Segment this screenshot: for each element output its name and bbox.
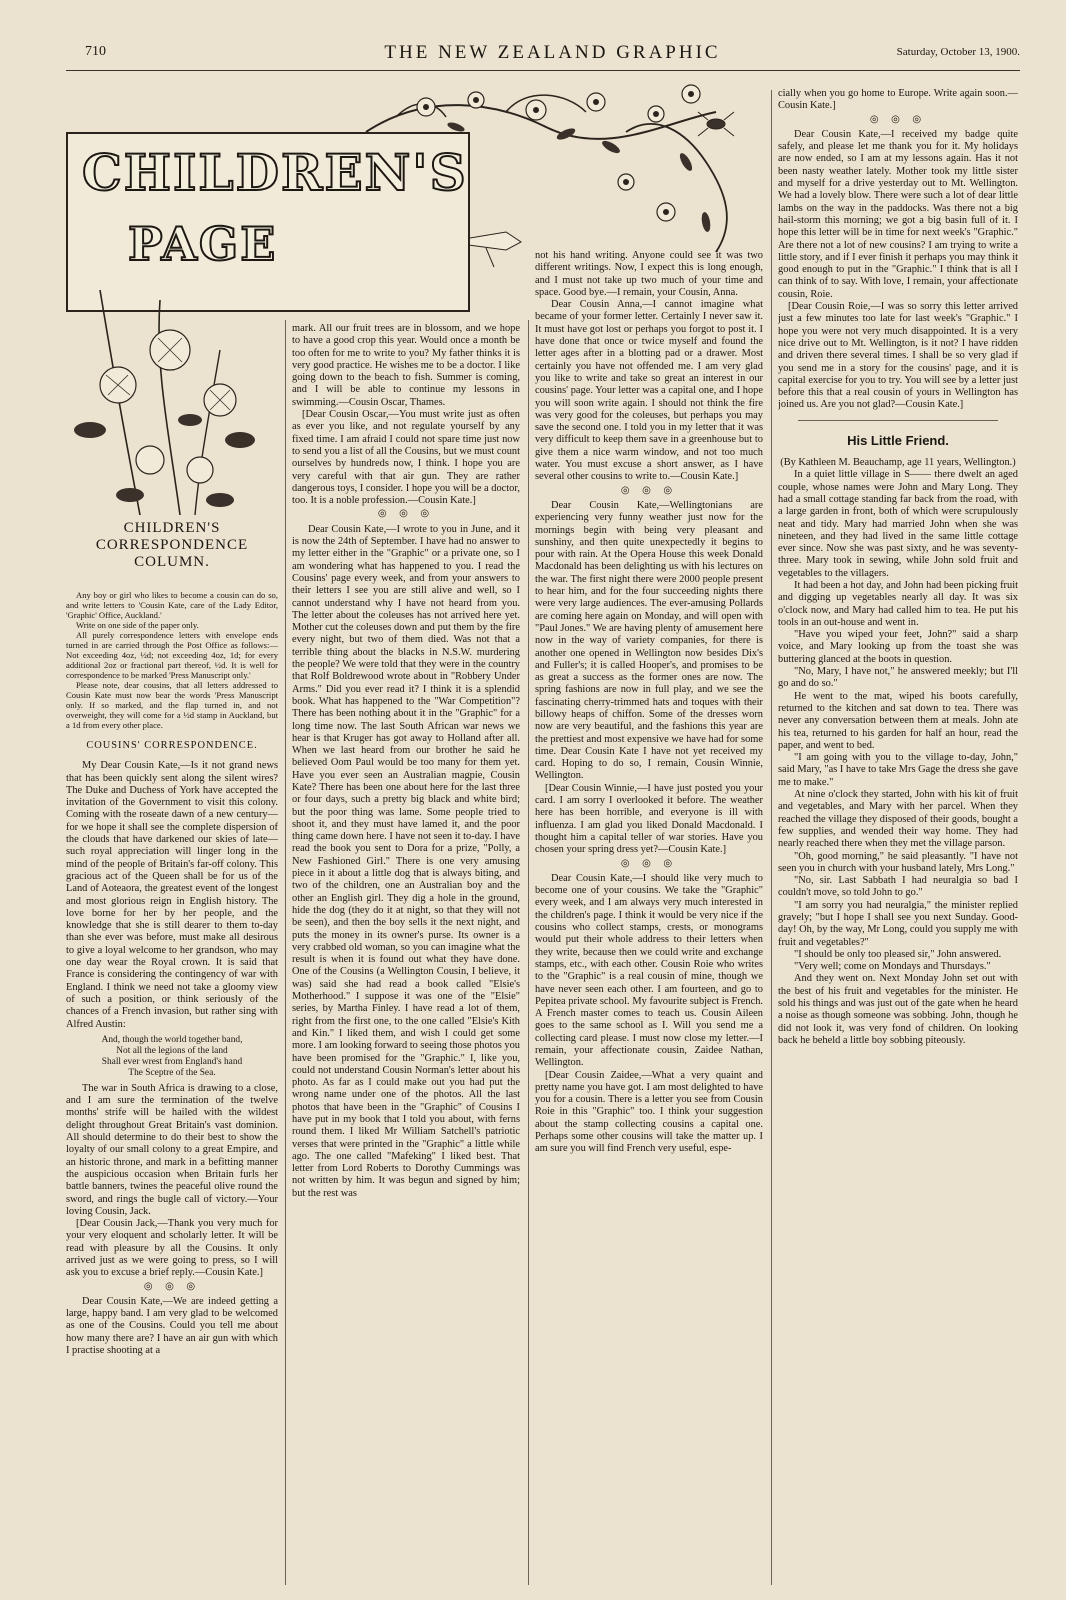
- story-paragraph: "No, Mary, I have not," he answered meekly; but I'll go and do so.": [778, 666, 1018, 690]
- story-paragraph: In a quiet little village in S—— there dwelt an aged couple, whose names were John and Mary Long. They had a small cottage standing far back from the road, with a large garden in front, both of which were scrupulously neat and tidy. Mary had married John when she was nineteen, and they had lived in the same little cottage ever since. Now she was past sixty, and he was seventy-three. Mary took in sewing, while John sold fruit and vegetables to the villagers.: [778, 469, 1018, 579]
- header-rule: [66, 70, 1020, 71]
- rules-paragraph: All purely correspondence letters with envelope ends turned in are carried through the Post Office as follows:—Not exceeding 4oz, ½d; not exceeding 4oz, 1d; for every additional 2oz or fractional part thereof, ½d. It is well for correspondence to be marked 'Press Manuscript only.': [66, 630, 278, 680]
- story-paragraph: "I should be only too pleased sir," John answered.: [794, 948, 1002, 960]
- column-divider: [771, 90, 772, 1585]
- banner-title-line1: CHILDREN'S: [82, 143, 468, 202]
- cousins-correspondence-heading: COUSINS' CORRESPONDENCE.: [86, 740, 258, 751]
- letter-paragraph: mark. All our fruit trees are in blossom, and we hope to have a good crop this year. Would once a month be too often for me to write to you? My father thinks it is very good practice. He wishes me to be a doctor. I like going down to the beach to fish. Summer is coming, and I will be able to continue my lessons in swimming.—Cousin Oscar, Thames.: [292, 323, 520, 408]
- column-2: [292, 323, 520, 1585]
- letter-paragraph: Dear Cousin Anna,—I cannot imagine what became of your former letter. Certainly I never saw it. It must have got lost or perhaps you forgot to post it. I have done that once or twice myself and found the letter ages after in a blotting pad or a drawer. Most certainly you have not offended me. I am very glad you like to write and take so great an interest in our cousins' page. Your letter was a capital one, and I hope you will soon write again. I should not think the fire was very good for the coleuses, but perhaps you may save the second one. I told you in my letter that it was very difficult to keep them save in a greenhouse but to give them a nice warm window, and not too much water. You must excuse a short answer, as I have several other cousins to write to.—Cousin Kate.]: [535, 299, 763, 483]
- letter-paragraph: not his hand writing. Anyone could see it was two different writings. Now, I expect this is long enough, and I must not take up two much of your time and space. Good bye.—I remain, your Cousin, Anna.: [535, 250, 763, 298]
- story-paragraph: And they went on. Next Monday John set out with the best of his fruit and vegetables for the minister. He sold his things and was just out of the gate when he heard a noise as though someone was sobbing. John, though he did not look it, was very fond of children. On looking back he beheld a little boy sobbing piteously.: [778, 973, 1018, 1046]
- story-paragraph: At nine o'clock they started, John with his kit of fruit and vegetables, and Mary with her parcel. When they reached the village they disposed of their goods, bought a few supplies, and wended their way home. They had nearly reached there when they met the village parson.: [778, 789, 1018, 850]
- reply-paragraph: [Dear Cousin Winnie,—I have just posted you your card. I am sorry I overlooked it before. The weather here has been horrible, and everyone is ill with influenza. I am glad you liked Donald Macdonald. I thought him a capital teller of war stories. Have you chosen your spring dress yet?—Cousin Kate.]: [535, 782, 763, 856]
- story-byline: (By Kathleen M. Beauchamp, age 11 years, Wellington.): [780, 457, 1016, 469]
- letter-paragraph: My Dear Cousin Kate,—Is it not grand news that has been quickly sent along the silent wires? The Duke and Duchess of York have accepted the invitation of the Government to visit this colony. Coming with the roseate dawn of a new century—for we hope it shall see the complete dispersion of the clouds that have darkened our skies of late—such royal appreciation will linger long in the mind of the people of Britain's far-off colony. This gracious act of the Queen shall be for us of the Land of Aoteaora, the greatest event of the longest and most glorious reign in English history. The love borne for her by her people, and the knowledge that she is still dearer to them to-day than she ever was before, must make all desirous to give a loyal welcome to her grandson, who may one day wear the Royal crown. It is said that France is considering the contingency of war with England. I think we need not take a gloomy view of such a position, or think seriously of the chances of a French invasion, but rather sing with Alfred Austin:: [66, 760, 278, 1030]
- correspondence-column-heading: [66, 520, 278, 571]
- reply-paragraph: [Dear Cousin Roie,—I was so sorry this letter arrived just a few minutes too late for last week's "Graphic." I hope you were not very much disappointed. It is a very nice drive out to Mt. Wellington, is it not? I have ridden and driven there several times. I shall be so very glad if you send me in a story for the cousins' page, and it is capital exercise for you to try. You will see by a letter just before this that a real cousin of yours in Wellington has joined us. Are you not glad?—Cousin Kate.]: [778, 301, 1018, 411]
- reply-paragraph: [Dear Cousin Zaidee,—What a very quaint and pretty name you have got. I am most delighted to have you for a cousin. There is a letter you see from Cousin Roie in this "Graphic" too. I think your suggestion about the stamp collecting cousins a capital one. Perhaps some other cousins will take the matter up. I am sure you will find French very useful, espe-: [535, 1069, 763, 1155]
- banner-title-line2: PAGE: [128, 217, 278, 271]
- column-1: [66, 590, 278, 1585]
- section-rule: [798, 420, 998, 421]
- story-paragraph: "Oh, good morning," he said pleasantly. "I have not seen you in church with your husband lately, Mrs Long.": [778, 850, 1018, 874]
- column-3: [535, 250, 763, 1585]
- page-number: 710: [85, 44, 106, 59]
- page-header: [85, 44, 1020, 66]
- section-ornament: ◎ ◎ ◎: [869, 113, 927, 125]
- letter-paragraph: Dear Cousin Kate,—Wellingtonians are experiencing very funny weather just now for the mornings begin with being very pleasant and sunshiny, and then quite unexpectedly it begins to pour with rain. At the Opera House this week Donald Macdonald has been delighting us with his lectures on the war. The first night there were 2000 people present to hear him, and for the four succeeding nights there were very large audiences. The ever-amusing Pollards are coming here again on Monday, and will open with "Paul Jones." We are having plenty of amusement here now in the way of variety companies, for there is another one opened in Wellington now besides Dix's and Fuller's; it is called Hooper's, and promises to be as great a success as the former ones are now. The spring fashions are now in full play, and we see the fascinating cherry-trimmed hats and toques with their billowy heaps of chiffon. Some of the dresses worn now are very beautiful, and the fashions this year are the prettiest and most expensive we have had for some time. Dear Cousin Kate I have not yet received my card. Hoping to do so, I remain, Cousin Winnie, Wellington.: [535, 499, 763, 782]
- section-ornament: ◎ ◎ ◎: [620, 857, 678, 869]
- story-title: His Little Friend.: [847, 432, 949, 448]
- section-ornament: ◎ ◎ ◎: [377, 508, 435, 520]
- letter-paragraph: Dear Cousin Kate,—I wrote to you in June, and it is now the 24th of September. I have had no answer to my letter either in the "Graphic" or a private one, so I am wondering what has happened to you. I read the Cousins' page every week, and from your answers to their letters I see you are still alive and well, so I cannot understand why I have not heard from you. The letter about the coleuses has not arrived here yet. Mother cut the coleuses down and put them by the fire every night, but two of them died. Was not that a terrible thing about the blacks in N.S.W. murdering the people? We were told that they were in the country that Rolf Boldrewood wrote about in "Robbery Under Arms." Did you ever read it? I think it is a splendid book. What has happened to the "War Competition"? There has been nothing about it in the "Graphic" for a long time now. The last South African war news we hear is that Kruger has got away to Holland after all. When we last heard from our brother he said he believed Oom Paul would be too many for them yet. Have you ever seen an Australian magpie, Cousin Kate? There has been one about here for the last three or four days, such a pretty big black and white bird; but the poor thing was lame. Some people tried to shoot it, and they must have lamed it, and the poor thing came down here. I have not seen it to-day. I have read the book you sent to Dora for a prize, "Polly, a New Fashioned Girl." There is one very amusing piece in it about a little dog that is always biting, and two of the children, one an Australian boy and the other an English girl. They dig a hole in the ground, hide the dog (they do it at night, so that they will not be seen), and then the boy sells it the next night, and puts the money in its owner's purse. Its owner is a very crabbed old woman, so you can imagine what the result is when it is found out what they have done. One of the Cousins (a Wellington Cousin, I believe, it was) said she had read a book called "Elsie's Motherhood." I suppose it was one of the "Elsie" series, by Martha Finley. I have read a lot of them, right from the first one, to the one called "Elsie's Kith and Kin." I liked them, and wish I could get some more. I am looking forward to seeing those photos you have been promised for the "Graphic." I, like you, could not understand Cousin Norman's letter about his photo. As far as I could make out you had put the wrong name under one of the photos. All the last photos that have been in the "Graphic" of Cousins I have put in my book that I told you about, with ferns round them. I liked Mr William Satchell's patriotic verses that were printed in the "Graphic" a little while ago. The one called "Mafeking" I liked best. That letter from Lord Roberts to Dorothy Cummings was not written by him. It was begun and signed by him; but the rest was: [292, 523, 520, 1199]
- letter-paragraph: Dear Cousin Kate,—We are indeed getting a large, happy band. I am very glad to be welcomed as one of the Cousins. Could you tell me about how many there are? I have an air gun with which I practise shooting at a: [66, 1295, 278, 1357]
- clover-flowers-illustration: [70, 290, 270, 520]
- column-4: [778, 88, 1018, 1585]
- section-ornament: ◎ ◎ ◎: [620, 484, 678, 496]
- section-ornament: ◎ ◎ ◎: [143, 1280, 201, 1292]
- rules-paragraph: Any boy or girl who likes to become a cousin can do so, and write letters to 'Cousin Kate, care of the Lady Editor, 'Graphic' Office, Auckland.': [66, 590, 278, 620]
- corr-heading-line2: CORRESPONDENCE: [95, 537, 249, 553]
- corr-heading-line3: COLUMN.: [134, 554, 210, 570]
- corr-heading-line1: CHILDREN'S: [123, 520, 221, 536]
- column-divider: [528, 320, 529, 1585]
- issue-date: Saturday, October 13, 1900.: [896, 46, 1020, 58]
- reply-paragraph: [Dear Cousin Jack,—Thank you very much for your very eloquent and scholarly letter. It will be read with pleasure by all the Cousins. It only arrived just as we were going to press, so I will ask you to excuse a brief reply.—Cousin Kate.]: [66, 1218, 278, 1279]
- rules-paragraph: Please note, dear cousins, that all letters addressed to Cousin Kate must now bear the words 'Press Manuscript only. If so marked, and the flap turned in, and not overweight, they will come for a ½d stamp in Auckland, but a 1d from every other place.: [66, 680, 278, 730]
- story-paragraph: "Very well; come on Mondays and Thursdays.": [794, 961, 991, 973]
- story-paragraph: "I am going with you to the village to-day, John," said Mary, "as I have to take Mrs Gage the dress she gave me to make.": [778, 752, 1018, 788]
- story-paragraph: "I am sorry you had neuralgia," the minister replied gravely; "but I hope I shall see you next Sunday. Good-day! Oh, by the way, Mr Long, could you supply me with fruit and vegetables?": [778, 899, 1018, 948]
- column-divider: [285, 320, 286, 1585]
- childrens-page-title-box: [66, 132, 470, 312]
- story-paragraph: He went to the mat, wiped his boots carefully, returned to the kitchen and sat down to tea. There was never any conversation between them at meals. John ate his tea, returned to his garden for half an hour, read the paper, and went to bed.: [778, 690, 1018, 751]
- letter-paragraph: The war in South Africa is drawing to a close, and I am sure the termination of the twelve months' strife will be hailed with the wildest delight throughout Great Britain's vast dominion. All should determine to do their best to show the loyalty of our small colony to a great Empire, and an historic throne, and mark in a befitting manner the auspicious occasion when Britain furls her battle banners, twines the peaceful olive round the sword, and rings the bugle call of victory.—Your loving Cousin, Jack.: [66, 1082, 278, 1217]
- story-paragraph: It had been a hot day, and John had been picking fruit and digging up vegetables nearly all day. It was six o'clock now, and Mary had called him to tea. He put his tools in an out-house and went in.: [778, 579, 1018, 628]
- letter-paragraph: Dear Cousin Kate,—I should like very much to become one of your cousins. We take the "Graphic" every week, and I am always very much interested in the children's page. I think it would be very nice if the cousins who collect stamps, crests, or monograms would put their whole address to their letters when they write, because then we could write and exchange stamps, etc., with each other. Cousin Roie who writes to the "Graphic" is a real cousin of mine, though we have never seen each other. I am fourteen, and go to Pepitea private school. My favourite subject is French. A French master comes to teach us. Cousin Aileen goes to the same school as I. Will you send me a collecting card please. I must now close my letter.—I remain, your affectionate cousin, Zaidee Nathan, Wellington.: [535, 872, 763, 1069]
- masthead-title: THE NEW ZEALAND GRAPHIC: [384, 42, 721, 63]
- poem-verse: And, though the world together band, Not all the legions of the land Shall ever wrest from England's hand The Sceptre of the Sea.: [101, 1034, 243, 1078]
- reply-paragraph: [Dear Cousin Oscar,—You must write just as often as ever you like, and not regulate yourself by any fixed time. I am afraid I could not spare time just now to send you a list of all the Cousins, but we must count ourselves by hundreds now, I think. I hope you are very careful with that air gun. They are rather dangerous toys, I consider. I hope you will be a doctor, too. It is a noble profession.—Cousin Kate.]: [292, 409, 520, 507]
- letter-paragraph: Dear Cousin Kate,—I received my badge quite safely, and please let me thank you for it. My holidays are now ended, so I am at my lessons again. Has it not been nasty weather lately. Mother took my little sister and myself for a drive yesterday out to Mt. Wellington. We had a lovely blow. There were such a lot of dear little lambs on the way in the paddocks. Was there not a big hail-storm this morning; we got a big basin full of it. I hope this letter will be in time for next week's "Graphic." Are there not a lot of new cousins? I am trying to write a little story, and if I ever finish it perhaps you may think it good enough to put in the "Graphic." I think that is all I can think of to say. With love, I remain, your affectionate cousin, Roie.: [778, 128, 1018, 300]
- story-paragraph: "Have you wiped your feet, John?" said a sharp voice, and Mary looking up from the toast she was buttering glanced at the boots in question.: [778, 629, 1018, 665]
- reply-paragraph: cially when you go home to Europe. Write again soon.—Cousin Kate.]: [778, 88, 1018, 112]
- story-paragraph: "No, sir. Last Sabbath I had neuralgia so bad I couldn't move, so told John to go.": [778, 875, 1018, 899]
- rules-paragraph: Write on one side of the paper only.: [76, 620, 199, 630]
